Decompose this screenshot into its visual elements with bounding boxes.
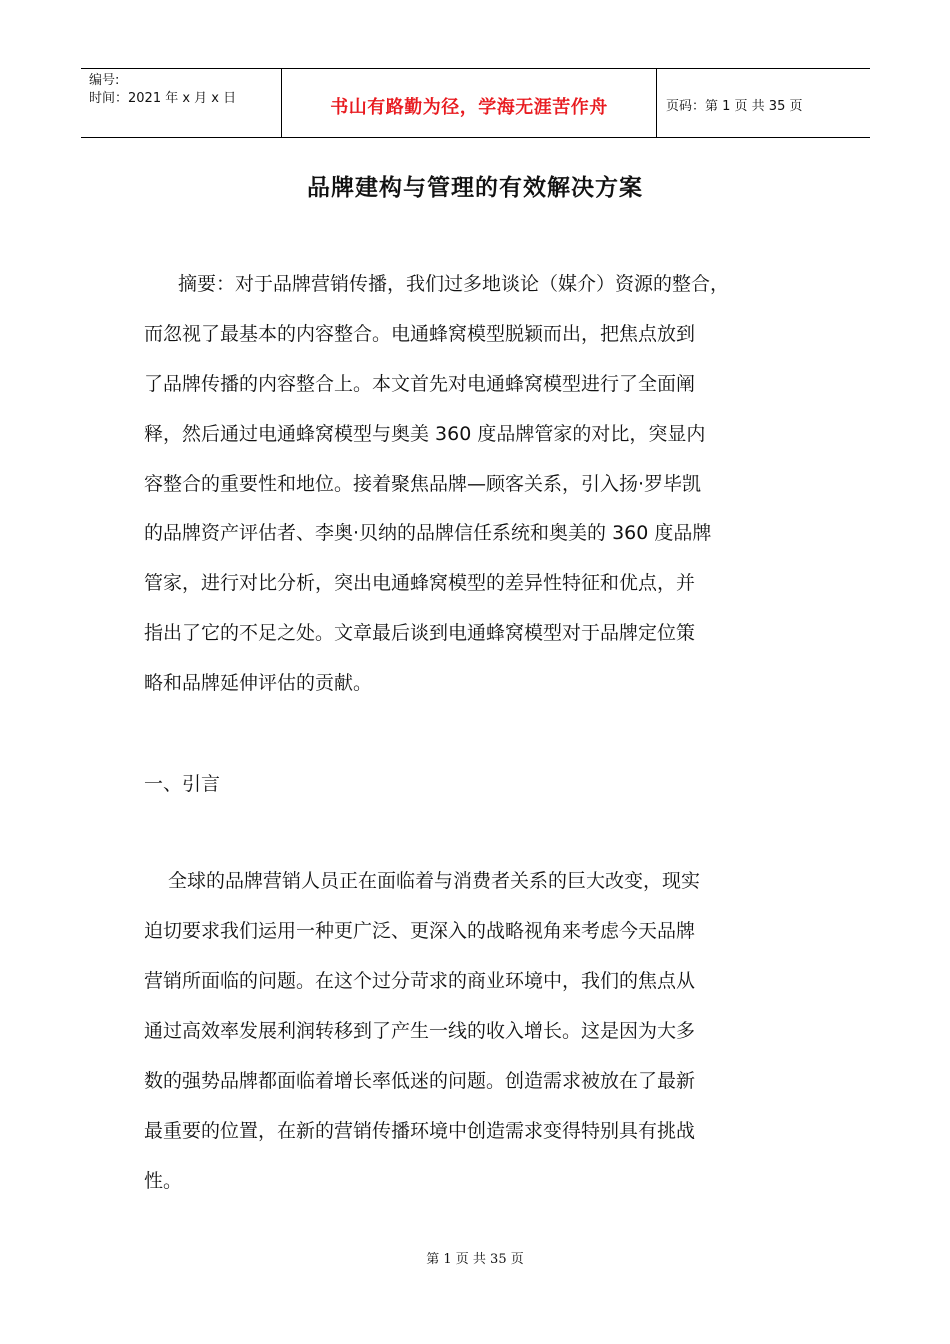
page-footer: 第 1 页 共 35 页 xyxy=(426,1252,524,1267)
header-motto: 书山有路勤为径，学海无涯苦作舟 xyxy=(330,97,608,118)
body-line: 营销所面临的问题。在这个过分苛求的商业环境中，我们的焦点从 xyxy=(144,970,696,992)
header-left-cell xyxy=(81,69,281,137)
document-title: 品牌建构与管理的有效解决方案 xyxy=(307,175,643,201)
abstract-line: 容整合的重要性和地位。接着聚焦品牌—顾客关系，引入扬·罗毕凯 xyxy=(144,473,702,495)
abstract-line: 的品牌资产评估者、李奥·贝纳的品牌信任系统和奥美的 360 度品牌 xyxy=(144,522,712,544)
body-line: 通过高效率发展利润转移到了产生一线的收入增长。这是因为大多 xyxy=(144,1020,696,1042)
body-line: 最重要的位置，在新的营销传播环境中创造需求变得特别具有挑战 xyxy=(144,1120,696,1142)
number-label: 编号: xyxy=(89,73,120,88)
body-line: 性。 xyxy=(144,1170,183,1192)
body-line: 迫切要求我们运用一种更广泛、更深入的战略视角来考虑今天品牌 xyxy=(144,920,696,942)
header-right-cell xyxy=(656,69,870,137)
abstract-line: 释，然后通过电通蜂窝模型与奥美 360 度品牌管家的对比，突显内 xyxy=(144,423,706,445)
time-label: 时间：2021 年 x 月 x 日 xyxy=(89,91,237,106)
section-heading: 一、引言 xyxy=(144,773,221,795)
abstract-line: 略和品牌延伸评估的贡献。 xyxy=(144,672,373,694)
abstract-line: 摘要：对于品牌营销传播，我们过多地谈论（媒介）资源的整合， xyxy=(178,273,730,295)
header-page-info: 页码：第 1 页 共 35 页 xyxy=(666,99,803,114)
document-header xyxy=(81,68,870,138)
abstract-line: 而忽视了最基本的内容整合。电通蜂窝模型脱颖而出，把焦点放到 xyxy=(144,323,696,345)
abstract-line: 指出了它的不足之处。文章最后谈到电通蜂窝模型对于品牌定位策 xyxy=(144,622,696,644)
header-motto-cell xyxy=(281,69,657,137)
abstract-line: 管家，进行对比分析，突出电通蜂窝模型的差异性特征和优点，并 xyxy=(144,572,696,594)
abstract-line: 了品牌传播的内容整合上。本文首先对电通蜂窝模型进行了全面阐 xyxy=(144,373,696,395)
body-line: 全球的品牌营销人员正在面临着与消费者关系的巨大改变，现实 xyxy=(168,870,701,892)
body-line: 数的强势品牌都面临着增长率低迷的问题。创造需求被放在了最新 xyxy=(144,1070,696,1092)
